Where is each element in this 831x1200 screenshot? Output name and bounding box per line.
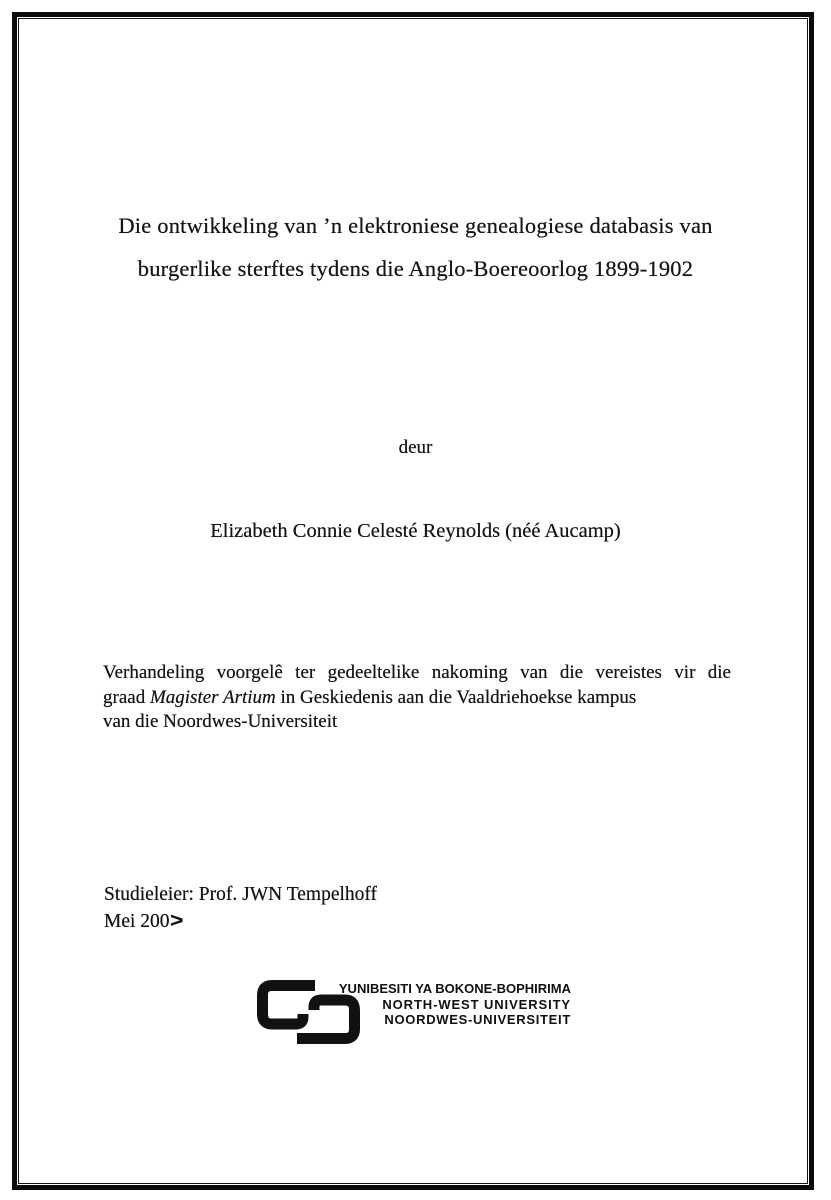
supervisor-line: Studieleier: Prof. JWN Tempelhoff: [104, 884, 378, 905]
degree-statement-line-3: van die Noordwes-Universiteit: [103, 711, 338, 732]
logo-line-afrikaans: NOORDWES-UNIVERSITEIT: [384, 1012, 571, 1027]
thesis-title-line-1: Die ontwikkeling van ’n elektroniese genealogiese databasis van: [118, 213, 713, 238]
university-logo-text: [319, 981, 571, 1028]
date-seven-glyph: >: [169, 909, 183, 932]
degree-statement-line-1: Verhandeling voorgelê ter gedeeltelike nakoming van die vereistes vir die: [103, 662, 731, 683]
date-line: [104, 910, 181, 933]
degree-statement-line-2-pre: graad: [103, 686, 150, 708]
author-name: Elizabeth Connie Celesté Reynolds (néé Aucamp): [210, 520, 621, 542]
thesis-title: [0, 204, 831, 290]
byline-deur: deur: [398, 437, 433, 458]
degree-name-italic: Magister Artium: [149, 686, 276, 708]
thesis-title-line-2: burgerlike sterftes tydens die Anglo-Boereoorlog 1899-1902: [137, 256, 694, 281]
logo-line-english: NORTH-WEST UNIVERSITY: [382, 996, 571, 1012]
date-prefix: Mei 200: [104, 911, 170, 932]
degree-statement-line-2-post: in Geskiedenis aan die Vaaldriehoekse kampus: [275, 686, 637, 708]
degree-statement: [103, 661, 731, 735]
degree-statement-line-2: [103, 686, 731, 711]
logo-line-setswana: YUNIBESITI YA BOKONE-BOPHIRIMA: [338, 981, 571, 996]
university-logo: [257, 978, 577, 1048]
